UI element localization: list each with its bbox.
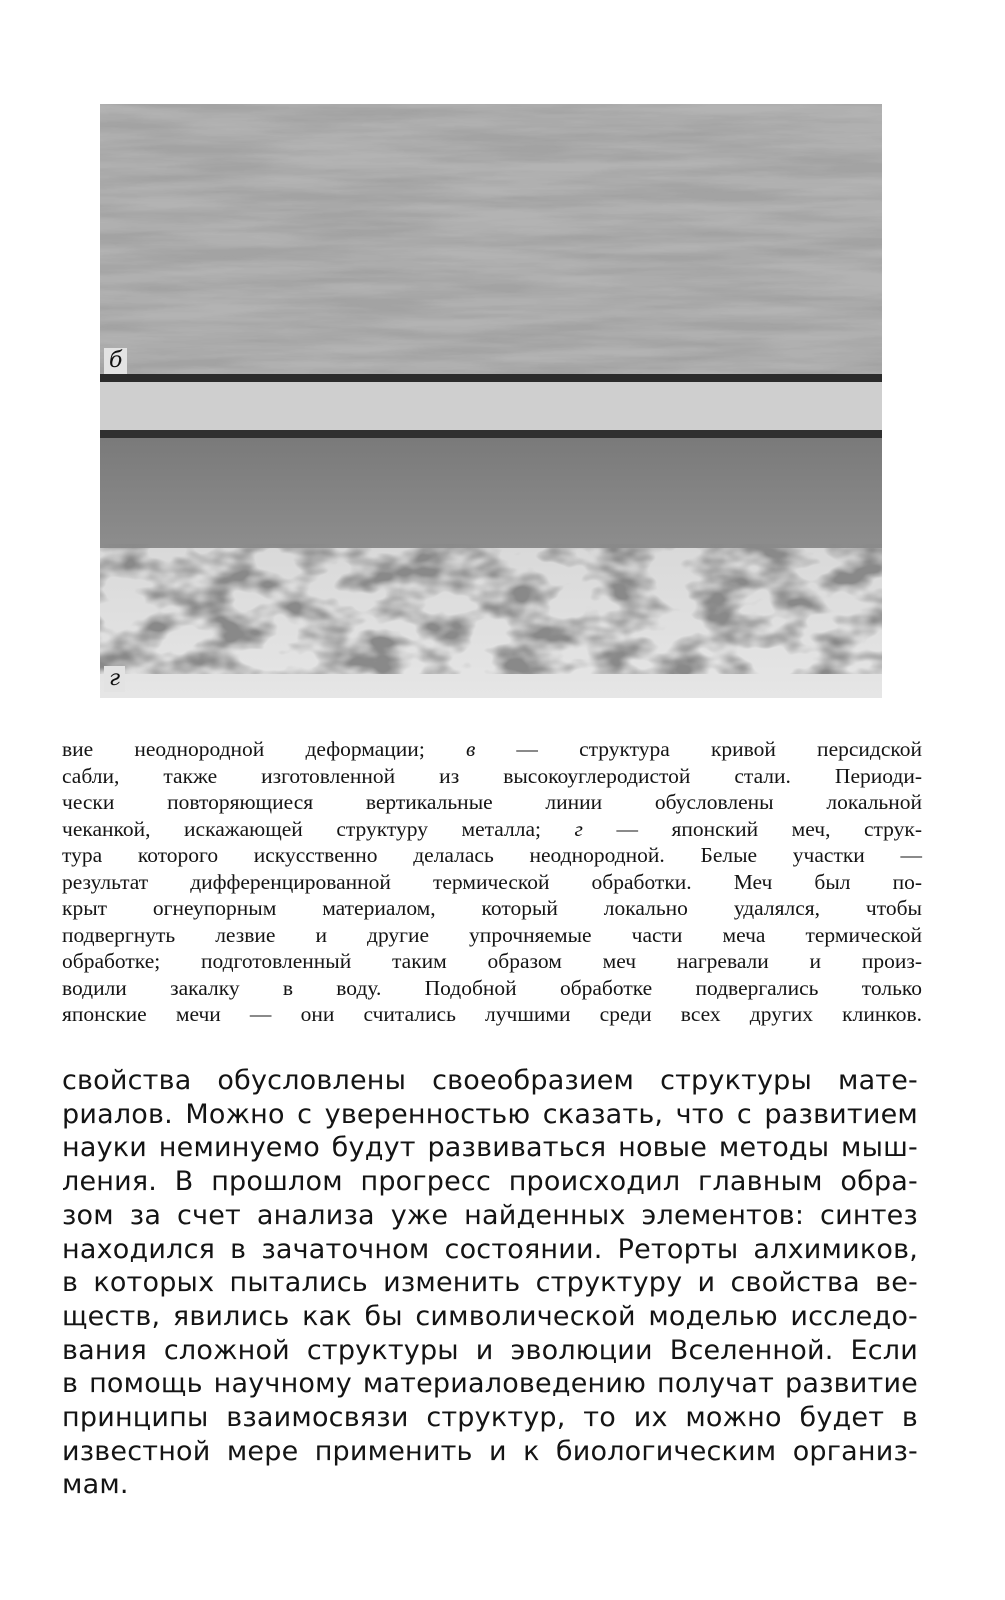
caption-panel-marker: в xyxy=(465,737,476,761)
caption-text: японские мечи — они считались лучшими среди всех других клинков. xyxy=(62,1002,922,1026)
body-line: риалов. Можно с уверенностью сказать, что с развитием xyxy=(62,1098,918,1130)
body-text xyxy=(62,1064,918,1502)
body-line: известной мере применить и к биологическим организ- xyxy=(62,1435,918,1467)
panel-g-band xyxy=(100,438,882,548)
caption-text: чеканкой, искажающей структуру металла; xyxy=(62,816,575,841)
body-line: ществ, явились как бы символической моделью исследо- xyxy=(62,1300,918,1332)
metallographic-figure xyxy=(100,104,882,698)
caption-text: — японский меч, струк- xyxy=(582,816,922,841)
caption-text: тура которого искусственно делалась неоднородной. Белые участки — xyxy=(62,843,922,867)
caption-panel-marker: г xyxy=(574,816,583,841)
caption-text: крыт огнеупорным материалом, который локально удалялся, чтобы xyxy=(62,896,922,920)
body-line: зом за счет анализа уже найденных элементов: синтез xyxy=(62,1199,918,1231)
caption-line xyxy=(62,869,922,896)
caption-line xyxy=(62,975,922,1002)
caption-text: подвергнуть лезвие и другие упрочняемые части меча термической xyxy=(62,922,922,947)
panel-b-texture xyxy=(100,104,882,380)
figure-photo xyxy=(100,104,882,698)
caption-line xyxy=(62,895,922,922)
caption-text: обработке; подготовленный таким образом меч нагревали и произ- xyxy=(62,949,922,973)
caption-text: — структура кривой персидской xyxy=(475,737,922,761)
body-line: находился в зачаточном состоянии. Реторты алхимиков, xyxy=(62,1233,918,1265)
caption-line xyxy=(62,948,922,975)
caption-line xyxy=(62,789,922,816)
figure-caption xyxy=(62,736,922,1028)
caption-line xyxy=(62,922,922,949)
panel-label-g: г xyxy=(104,666,125,692)
body-line: вания сложной структуры и эволюции Вселенной. Если xyxy=(62,1334,918,1366)
caption-text: вие неоднородной деформации; xyxy=(62,737,466,761)
caption-text: водили закалку в воду. Подобной обработке подвергались только xyxy=(62,975,922,1000)
body-line: ления. В прошлом прогресс происходил главным обра- xyxy=(62,1166,918,1198)
caption-line xyxy=(62,842,922,869)
caption-line xyxy=(62,1001,922,1028)
caption-text: сабли, также изготовленной из высокоуглеродистой стали. Периоди- xyxy=(62,763,922,788)
caption-text: результат дифференцированной термической обработки. Меч был по- xyxy=(62,869,922,894)
caption-text: чески повторяющиеся вертикальные линии обусловлены локальной xyxy=(62,790,922,814)
body-line: в помощь научному материаловедению получат развитие xyxy=(62,1368,918,1400)
body-line: науки неминуемо будут развиваться новые методы мыш- xyxy=(62,1132,918,1164)
panel-separator-dark-2 xyxy=(100,430,882,438)
panel-label-b: б xyxy=(104,348,127,374)
caption-line xyxy=(62,763,922,790)
body-line: свойства обусловлены своеобразием структуры мате- xyxy=(62,1065,918,1096)
body-line: в которых пытались изменить структуру и свойства ве- xyxy=(62,1267,918,1299)
caption-line xyxy=(62,736,922,763)
body-line: принципы взаимосвязи структур, то их можно будет в xyxy=(62,1402,918,1434)
panel-separator-dark xyxy=(100,374,882,382)
caption-line xyxy=(62,816,922,843)
panel-separator-light xyxy=(100,382,882,430)
panel-g-texture xyxy=(100,544,882,674)
body-line: мам. xyxy=(62,1469,129,1501)
